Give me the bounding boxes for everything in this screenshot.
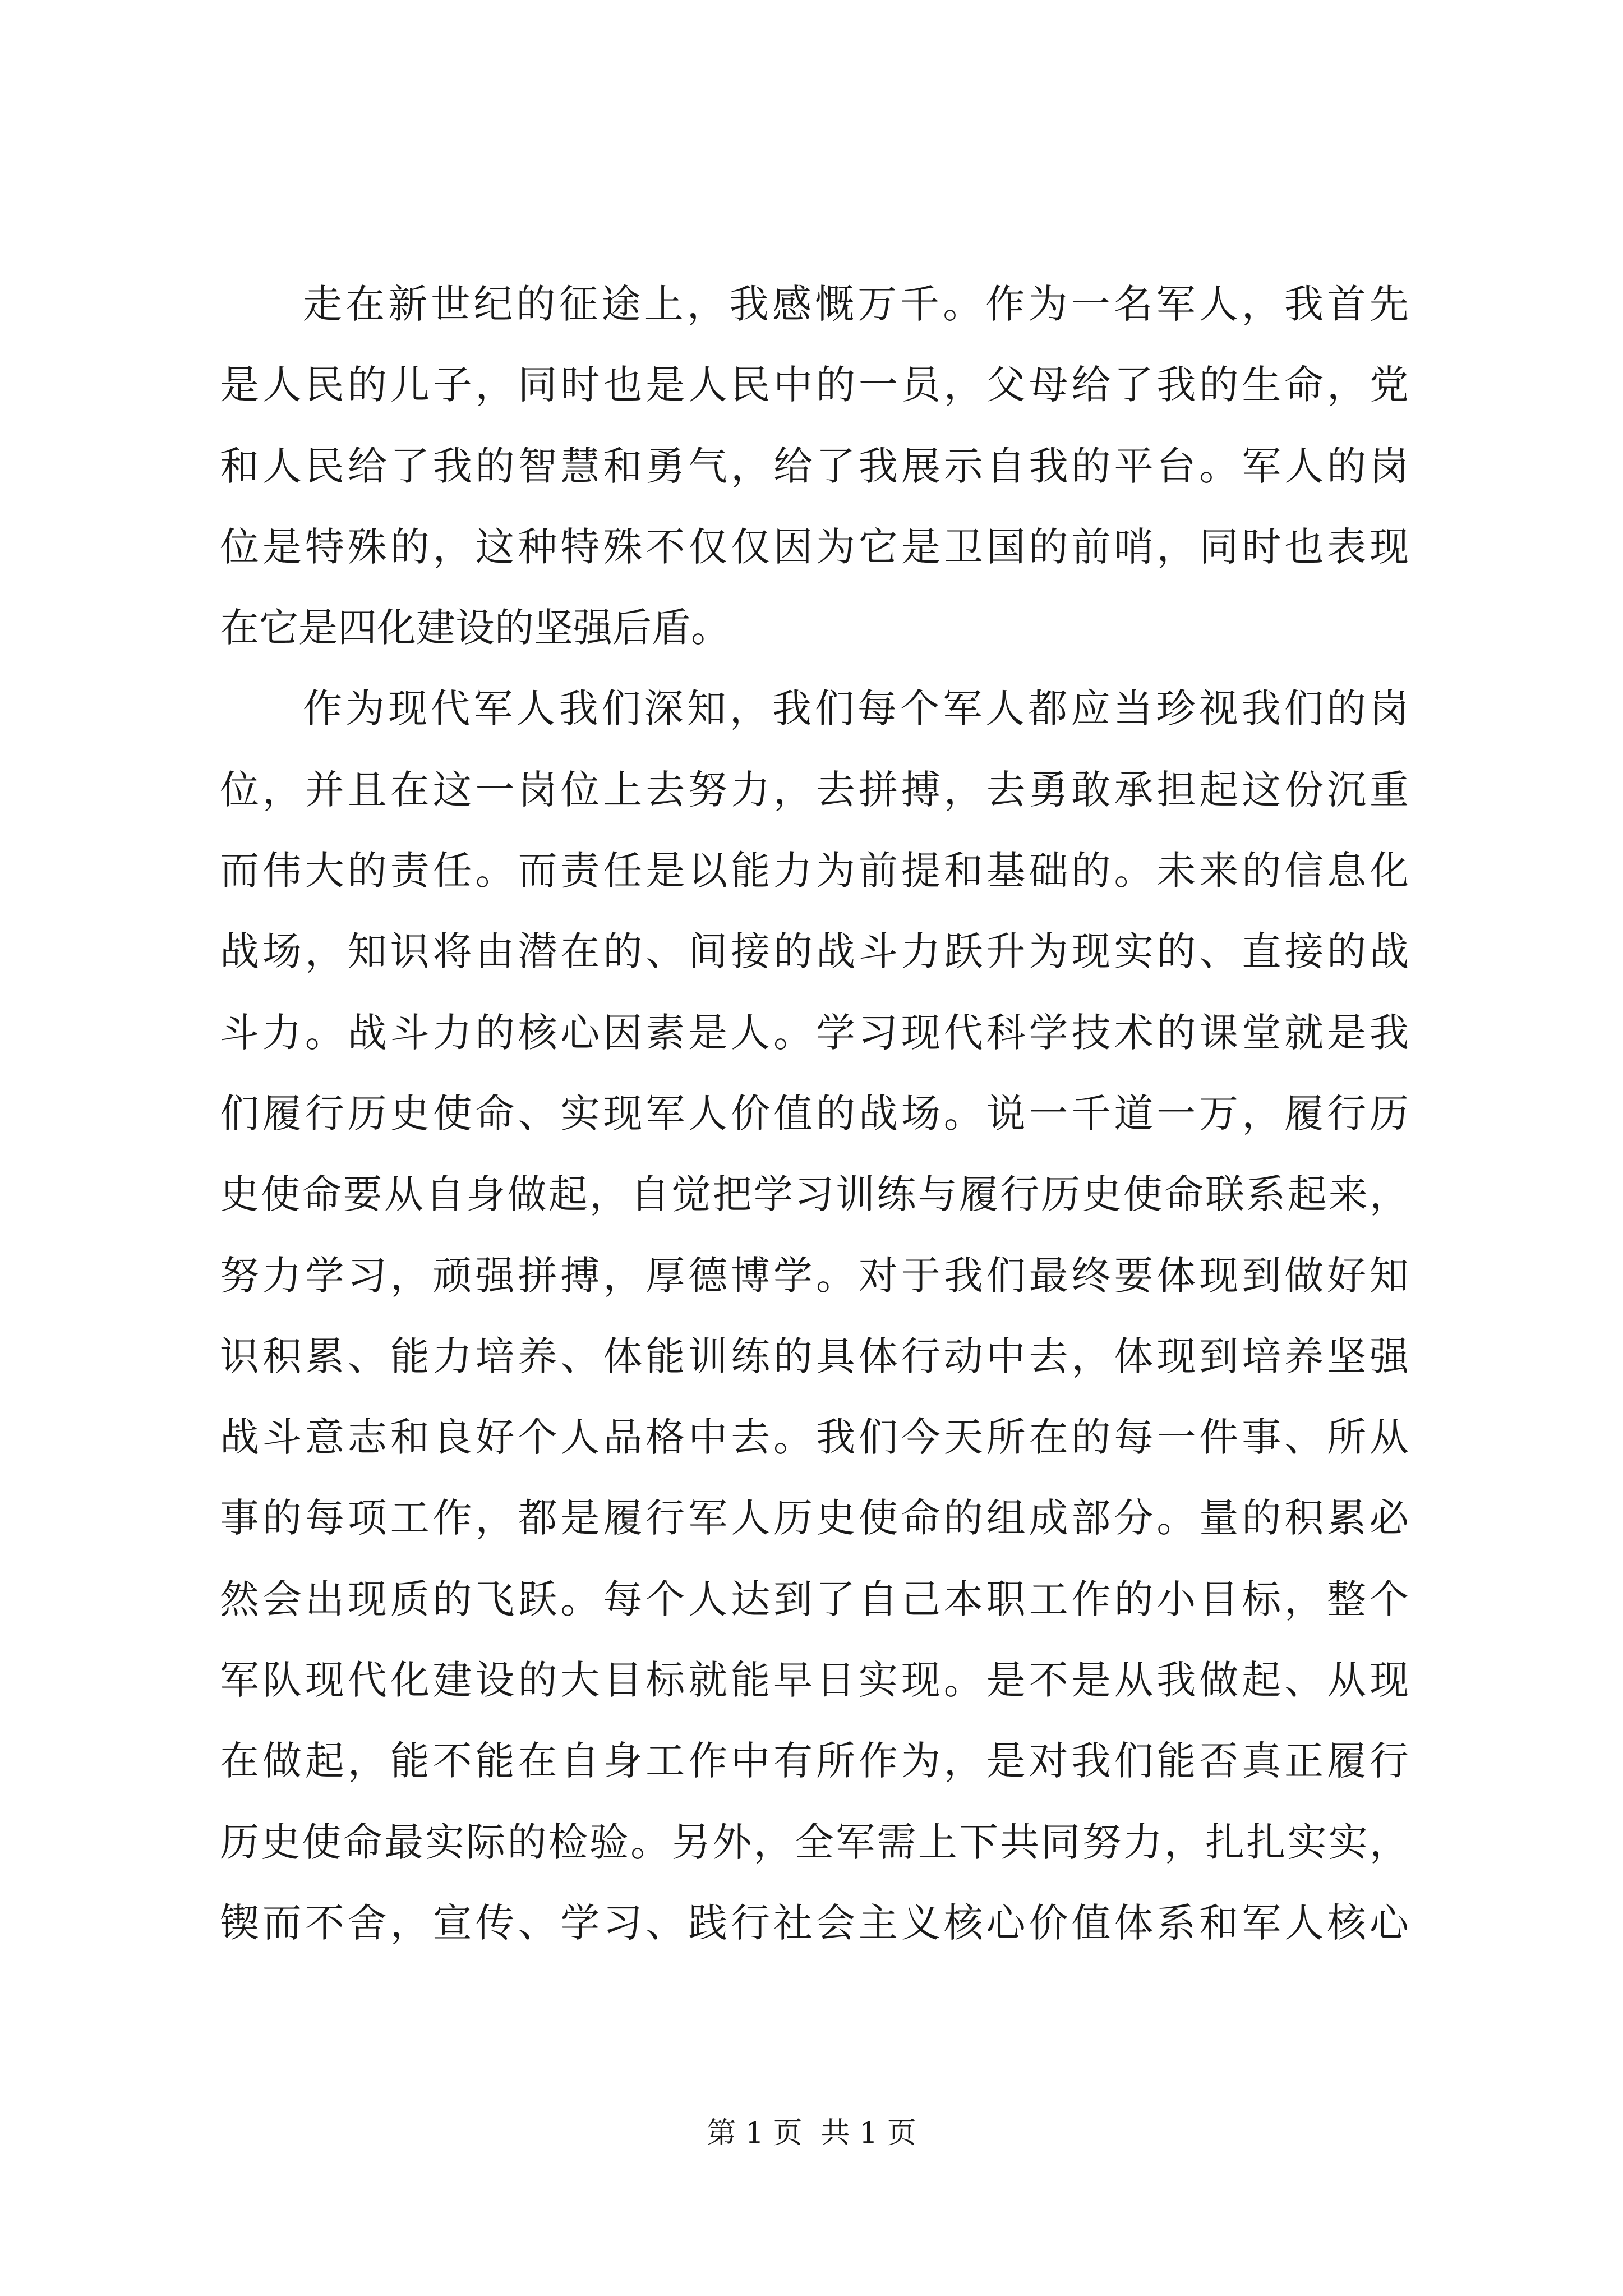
text-line: 事的每项工作，都是履行军人历史使命的组成部分。量的积累必 [220, 1495, 1409, 1542]
text-line: 在它是四化建设的坚强后盾。 [220, 605, 730, 651]
text-line: 作为现代军人我们深知，我们每个军人都应当珍视我们的岗 [303, 685, 1409, 732]
page-number: 第 1 页 共 1 页 [707, 2116, 916, 2150]
text-line: 然会出现质的飞跃。每个人达到了自己本职工作的小目标，整个 [220, 1576, 1409, 1622]
text-line: 努力学习，顽强拼搏，厚德博学。对于我们最终要体现到做好知 [220, 1252, 1409, 1299]
text-line: 识积累、能力培养、体能训练的具体行动中去，体现到培养坚强 [220, 1333, 1409, 1379]
text-line: 位，并且在这一岗位上去努力，去拼搏，去勇敢承担起这份沉重 [220, 766, 1409, 813]
document-body [220, 264, 1409, 1963]
text-line: 战场，知识将由潜在的、间接的战斗力跃升为现实的、直接的战 [220, 928, 1409, 975]
text-line: 史使命要从自身做起，自觉把学习训练与履行历史使命联系起来， [220, 1171, 1409, 1218]
text-line: 历史使命最实际的检验。另外，全军需上下共同努力，扎扎实实， [220, 1819, 1409, 1865]
text-line: 锲而不舍，宣传、学习、践行社会主义核心价值体系和军人核心 [220, 1899, 1409, 1946]
text-line: 位是特殊的，这种特殊不仅仅因为它是卫国的前哨，同时也表现 [220, 523, 1409, 570]
text-line: 走在新世纪的征途上，我感慨万千。作为一名军人，我首先 [303, 281, 1409, 327]
paragraph [220, 668, 1409, 1963]
text-line: 是人民的儿子，同时也是人民中的一员，父母给了我的生命，党 [220, 362, 1409, 408]
text-line: 斗力。战斗力的核心因素是人。学习现代科学技术的课堂就是我 [220, 1009, 1409, 1056]
text-line: 们履行历史使命、实现军人价值的战场。说一千道一万，履行历 [220, 1090, 1409, 1137]
text-line: 战斗意志和良好个人品格中去。我们今天所在的每一件事、所从 [220, 1414, 1409, 1461]
page-footer [0, 2114, 1623, 2153]
text-line: 而伟大的责任。而责任是以能力为前提和基础的。未来的信息化 [220, 848, 1409, 894]
text-line: 军队现代化建设的大目标就能早日实现。是不是从我做起、从现 [220, 1657, 1409, 1704]
text-line: 和人民给了我的智慧和勇气，给了我展示自我的平台。军人的岗 [220, 443, 1409, 489]
paragraph [220, 264, 1409, 668]
text-line: 在做起，能不能在自身工作中有所作为，是对我们能否真正履行 [220, 1738, 1409, 1784]
